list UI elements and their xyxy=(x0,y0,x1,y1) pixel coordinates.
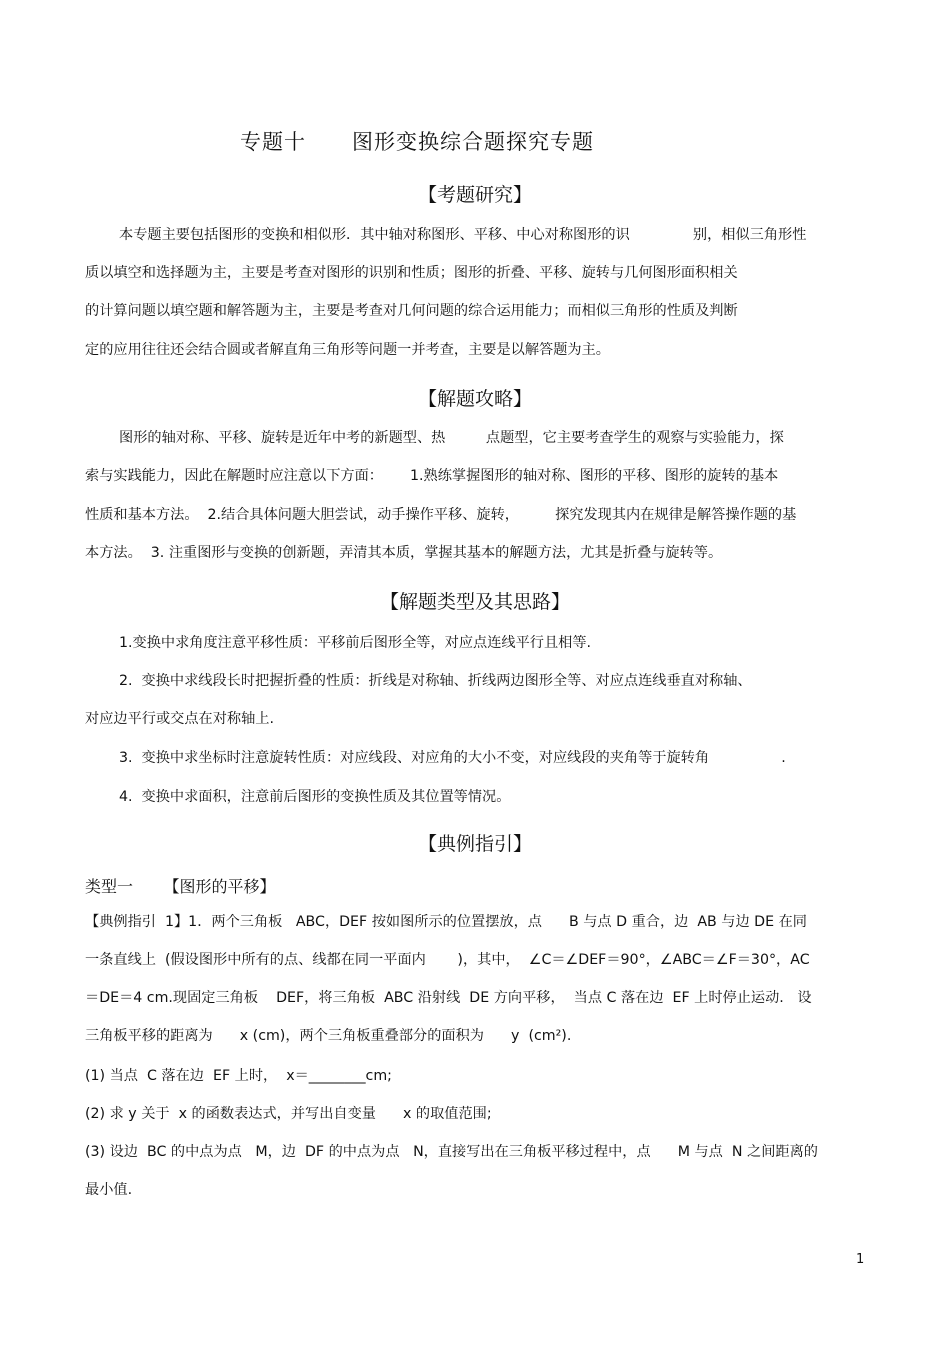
section-heading-strategy: 【解题攻略】 xyxy=(417,388,532,410)
page-number: 1 xyxy=(856,1252,865,1267)
example-question: (2) 求 y 关于 x 的函数表达式，并写出自变量 x 的取值范围; xyxy=(85,1106,492,1122)
example-line: 三角板平移的距离为 x (cm)，两个三角板重叠部分的面积为 y (cm²). xyxy=(85,1028,572,1044)
section-heading-types: 【解题类型及其思路】 xyxy=(379,591,570,613)
type-line: 对应边平行或交点在对称轴上. xyxy=(85,711,274,727)
research-line: 质以填空和选择题为主，主要是考查对图形的识别和性质；图形的折叠、平移、旋转与几何图形面积相关 xyxy=(85,265,738,281)
example-question: (1) 当点 C 落在边 EF 上时， x＝________cm; xyxy=(85,1068,392,1084)
research-line: 定的应用往往还会结合圆或者解直角三角形等问题一并考查，主要是以解答题为主。 xyxy=(85,342,610,358)
example-question: (3) 设边 BC 的中点为点 M，边 DF 的中点为点 N，直接写出在三角板平移过程中，点 M 与点 N 之间距离的 xyxy=(85,1144,818,1160)
example-line: 最小值. xyxy=(85,1182,133,1198)
section-heading-examples: 【典例指引】 xyxy=(417,833,532,855)
type1-heading: 类型一 【图形的平移】 xyxy=(85,877,276,896)
example-line: ＝DE＝4 cm.现固定三角板 DEF，将三角板 ABC 沿射线 DE 方向平移， 当点 C 落在边 EF 上时停止运动. 设 xyxy=(85,990,812,1006)
type-line: 2. 变换中求线段长时把握折叠的性质：折线是对称轴、折线两边图形全等、对应点连线垂直对称轴、 xyxy=(119,673,752,689)
type-line: 4. 变换中求面积，注意前后图形的变换性质及其位置等情况。 xyxy=(119,789,511,805)
strategy-line: 本方法。 3. 注重图形与变换的创新题，弄清其本质，掌握其基本的解题方法，尤其是折叠与旋转等。 xyxy=(85,545,723,561)
section-heading-research: 【考题研究】 xyxy=(417,184,532,206)
strategy-line: 图形的轴对称、平移、旋转是近年中考的新题型、热 点题型，它主要考查学生的观察与实验能力，探 xyxy=(119,430,784,446)
type-line: 3. 变换中求坐标时注意旋转性质：对应线段、对应角的大小不变，对应线段的夹角等于旋转角 . xyxy=(119,750,786,766)
strategy-line: 性质和基本方法。 2.结合具体问题大胆尝试，动手操作平移、旋转， 探究发现其内在规律是解答操作题的基 xyxy=(85,507,797,523)
page-title: 专题十 图形变换综合题探究专题 xyxy=(240,130,595,154)
type-line: 1.变换中求角度注意平移性质：平移前后图形全等，对应点连线平行且相等. xyxy=(119,635,592,651)
strategy-line: 索与实践能力，因此在解题时应注意以下方面： 1.熟练掌握图形的轴对称、图形的平移、图形的旋转的基本 xyxy=(85,468,779,484)
example-line: 一条直线上 (假设图形中所有的点、线都在同一平面内 )，其中， ∠C＝∠DEF＝90°，∠ABC＝∠F＝30°，AC xyxy=(85,952,810,968)
research-line: 的计算问题以填空题和解答题为主，主要是考查对几何问题的综合运用能力；而相似三角形的性质及判断 xyxy=(85,303,738,319)
research-line: 本专题主要包括图形的变换和相似形．其中轴对称图形、平移、中心对称图形的识 别，相似三角形性 xyxy=(119,227,807,243)
example-line: 【典例指引 1】1．两个三角板 ABC，DEF 按如图所示的位置摆放，点 B 与点 D 重合，边 AB 与边 DE 在同 xyxy=(85,914,807,930)
